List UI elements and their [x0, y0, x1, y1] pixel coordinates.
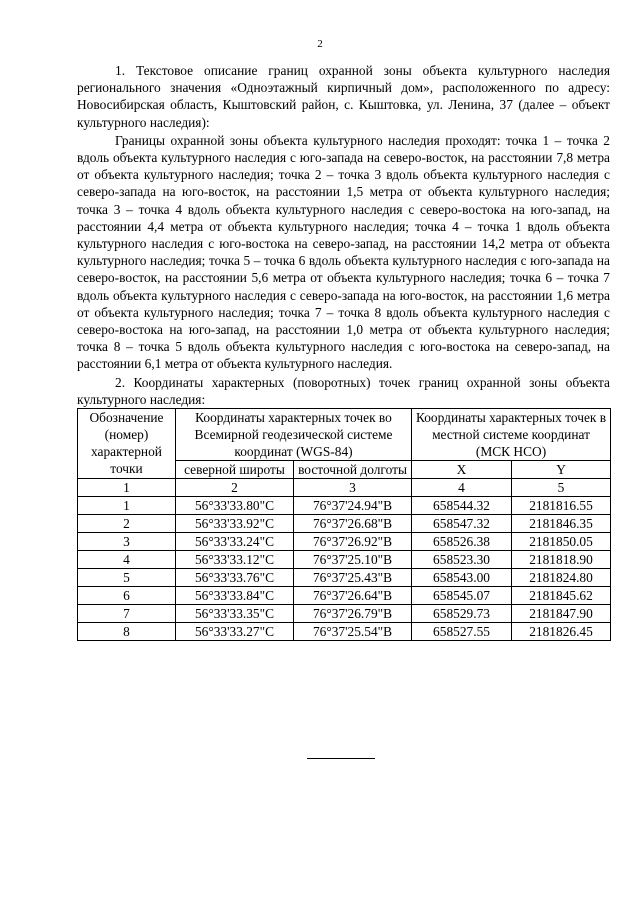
cell-longitude: 76°37'26.79"В [294, 605, 412, 623]
header-point: Обозначение (номер) характерной точки [78, 409, 176, 479]
coordinates-table-wrapper [77, 408, 610, 641]
table-column-numbers-row [78, 479, 611, 497]
subheader-x: X [412, 461, 512, 479]
cell-longitude: 76°37'25.43"В [294, 569, 412, 587]
cell-latitude: 56°33'33.92"С [176, 515, 294, 533]
cell-point: 7 [78, 605, 176, 623]
table-row [78, 515, 611, 533]
cell-latitude: 56°33'33.35"С [176, 605, 294, 623]
paragraph-boundaries: Границы охранной зоны объекта культурного наследия проходят: точка 1 – точка 2 вдоль объекта культурного наследия с юго-запада на северо-восток, на расстоянии 7,8 метра от объекта культурного наследия; точка 2 – точка 3 вдоль объекта культурного наследия с северо-запада на юго-восток, на расстоянии 1,5 метра от объекта культурного наследия; точка 3 – точка 4 вдоль объекта культурного наследия с северо-востока на юго-запад, на расстоянии 4,4 метра от объекта культурного наследия; точка 4 – точка 1 вдоль объекта культурного наследия с юго-востока на северо-запад, на расстоянии 14,2 метра от объекта культурного наследия; точка 5 – точка 6 вдоль объекта культурного наследия с юго-запада на северо-восток, на расстоянии 5,6 метра от объекта культурного наследия; точка 6 – точка 7 вдоль объекта культурного наследия с северо-запада на юго-восток, на расстоянии 1,6 метра от объекта культурного наследия; точка 7 – точка 8 вдоль объекта культурного наследия с северо-востока на юго-запад, на расстоянии 1,0 метра от объекта культурного наследия; точка 8 – точка 5 вдоль объекта культурного наследия с юго-востока на северо-запад, на расстоянии 6,1 метра от объекта культурного наследия. [77, 132, 610, 372]
cell-x: 658529.73 [412, 605, 512, 623]
cell-point: 1 [78, 497, 176, 515]
cell-point: 6 [78, 587, 176, 605]
cell-latitude: 56°33'33.76"С [176, 569, 294, 587]
table-row [78, 551, 611, 569]
document-body [77, 62, 610, 641]
cell-point: 2 [78, 515, 176, 533]
paragraph-coordinates-title: 2. Координаты характерных (поворотных) точек границ охранной зоны объекта культурного наследия: [77, 374, 610, 407]
cell-point: 8 [78, 623, 176, 641]
cell-y: 2181845.62 [512, 587, 611, 605]
table-row [78, 569, 611, 587]
cell-point: 5 [78, 569, 176, 587]
cell-x: 658544.32 [412, 497, 512, 515]
subheader-latitude: северной широты [176, 461, 294, 479]
cell-x: 658527.55 [412, 623, 512, 641]
column-number: 1 [78, 479, 176, 497]
table-row [78, 605, 611, 623]
cell-latitude: 56°33'33.80"С [176, 497, 294, 515]
cell-x: 658545.07 [412, 587, 512, 605]
subheader-y: Y [512, 461, 611, 479]
cell-y: 2181850.05 [512, 533, 611, 551]
page-number: 2 [317, 38, 323, 50]
cell-x: 658523.30 [412, 551, 512, 569]
divider-line [307, 758, 375, 759]
cell-longitude: 76°37'24.94"В [294, 497, 412, 515]
cell-y: 2181818.90 [512, 551, 611, 569]
coordinates-table [77, 408, 611, 641]
cell-longitude: 76°37'25.10"В [294, 551, 412, 569]
cell-y: 2181816.55 [512, 497, 611, 515]
column-number: 5 [512, 479, 611, 497]
header-local-system: Координаты характерных точек в местной системе координат (МСК НСО) [412, 409, 611, 461]
cell-y: 2181846.35 [512, 515, 611, 533]
subheader-longitude: восточной долготы [294, 461, 412, 479]
cell-y: 2181847.90 [512, 605, 611, 623]
cell-point: 3 [78, 533, 176, 551]
table-row [78, 623, 611, 641]
cell-x: 658526.38 [412, 533, 512, 551]
cell-latitude: 56°33'33.12"С [176, 551, 294, 569]
column-number: 4 [412, 479, 512, 497]
cell-latitude: 56°33'33.84"С [176, 587, 294, 605]
table-row [78, 497, 611, 515]
cell-longitude: 76°37'26.64"В [294, 587, 412, 605]
cell-y: 2181824.80 [512, 569, 611, 587]
table-row [78, 533, 611, 551]
table-row [78, 587, 611, 605]
table-header-row [78, 409, 611, 461]
cell-y: 2181826.45 [512, 623, 611, 641]
cell-longitude: 76°37'26.68"В [294, 515, 412, 533]
column-number: 2 [176, 479, 294, 497]
cell-x: 658547.32 [412, 515, 512, 533]
paragraph-description-title: 1. Текстовое описание границ охранной зоны объекта культурного наследия регионального значения «Одноэтажный кирпичный дом», расположенного по адресу: Новосибирская область, Кыштовский район, с. Кыштовка, ул. Ленина, 37 (далее – объект культурного наследия): [77, 63, 610, 130]
cell-latitude: 56°33'33.24"С [176, 533, 294, 551]
header-wgs84: Координаты характерных точек во Всемирной геодезической системе координат (WGS-84) [176, 409, 412, 461]
column-number: 3 [294, 479, 412, 497]
cell-longitude: 76°37'25.54"В [294, 623, 412, 641]
cell-latitude: 56°33'33.27"С [176, 623, 294, 641]
cell-point: 4 [78, 551, 176, 569]
cell-longitude: 76°37'26.92"В [294, 533, 412, 551]
cell-x: 658543.00 [412, 569, 512, 587]
